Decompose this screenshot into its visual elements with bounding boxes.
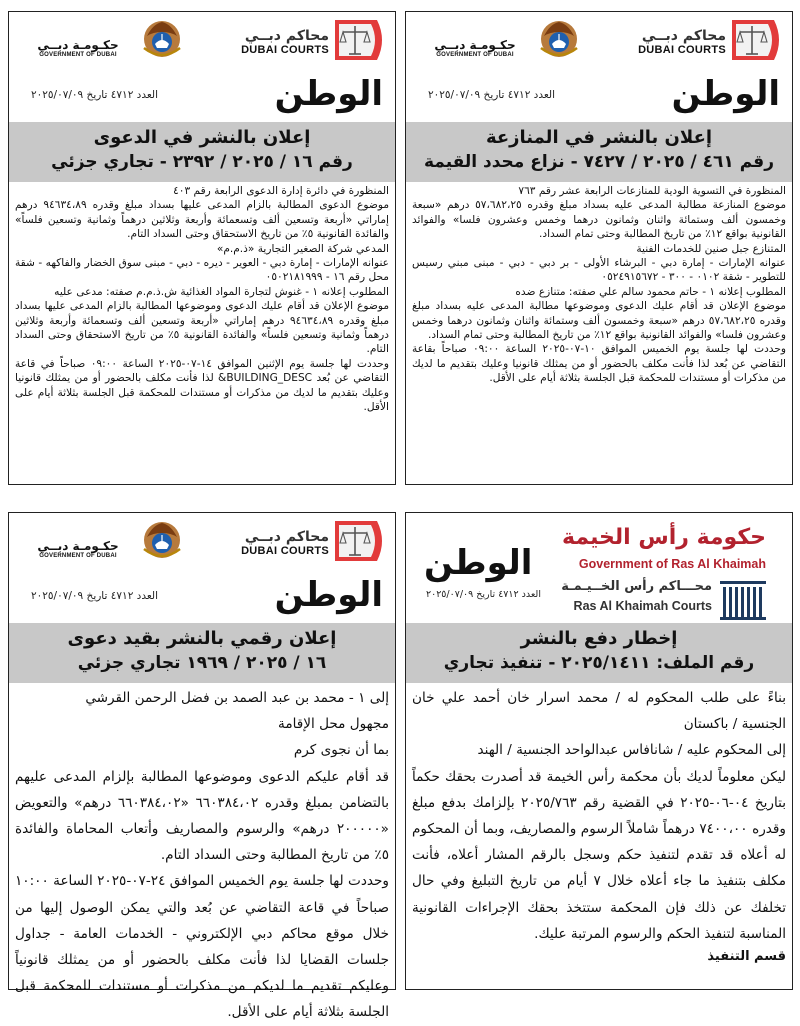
notice-panel-payment	[405, 512, 793, 990]
notice-body	[15, 685, 389, 1026]
dubai-emblem-icon	[141, 18, 183, 64]
notice-paragraph: عنوانه الإمارات - إمارة دبي - البرشاء الأولى - بر دبي - دبي - مبنى مبني رسيس للتطوير - شقة ٠١٠٢ - ٣٠٠ - ٠٥٢٤٩١٥٦٧٢	[412, 257, 786, 284]
government-of-dubai-logo	[23, 539, 133, 559]
gov-name-en: GOVERNMENT OF DUBAI	[39, 553, 117, 559]
notice-subtitle: رقم الملف: ٢٠٢٥/١٤١١ - تنفيذ تجاري	[443, 653, 755, 673]
newspaper-name: الوطن	[274, 575, 383, 615]
court-name-en: DUBAI COURTS	[241, 44, 329, 56]
notice-subtitle: ١٦ / ٢٠٢٥ / ١٩٦٩ تجاري جزئي	[77, 653, 327, 673]
notice-paragraph: المطلوب إعلانه ١ - غنوش لتجارة المواد الغذائية ش.ذ.م.م صفته: مدعى عليه	[54, 285, 389, 298]
signature-department: قسم التنفيذ	[707, 949, 786, 965]
court-name-ar: محاكم دبــي	[244, 28, 329, 44]
notice-paragraph: موضوع الإعلان قد أقام عليك الدعوى وموضوعها المطالبة بالزام المدعى عليها بسداد مبلغ وقدره ٩٤٦٣٤،٨٩ درهم إماراتي «أربعة وتسعين ألف وتسعمائة وأربعة وثلاثين درهماً وثمانية وتسعين فلساً» والفائدة القانونية ٥٪ من تاريخ الاستحقاق وحتى السداد التام.	[15, 300, 389, 356]
rak-courts-name-en: Ras Al Khaimah Courts	[573, 599, 712, 613]
court-name-en: DUBAI COURTS	[241, 545, 329, 557]
notice-paragraph: المنظورة في دائرة إدارة الدعوى الرابعة رقم ٤٠٣	[173, 185, 389, 197]
notice-subtitle: رقم ١٦ / ٢٠٢٥ / ٢٣٩٢ - تجاري جزئي	[51, 152, 353, 172]
notice-title-bar	[9, 623, 395, 683]
notice-paragraph: المدعي شركة الصغير التجارية «ذ.م.م»	[216, 242, 389, 255]
issue-number-date: العدد ٤٧١٢ تاريخ ٢٠٢٥/٠٧/٠٩	[428, 89, 556, 101]
notice-paragraph: المطلوب إعلانه ١ - حاتم محمود سالم علي صفته: متنازع ضده	[515, 285, 786, 298]
gov-name-en: GOVERNMENT OF DUBAI	[39, 52, 117, 58]
notice-paragraph: ليكن معلوماً لديك بأن محكمة رأس الخيمة قد أصدرت بحقك حكماً بتاريخ ٠٤-٠٦-٢٠٢٥ في القضية رقم ٢٠٢٥/٧٦٣ بإلزامك بدفع مبلغ وقدره ٧٤٠٠،٠٠ درهماً شاملاً الرسوم والمصاريف، وبما أن المحكوم له أعلاه قد تقدم لتنفيذ حكم وسجل بالرقم المشار أعلاه، فأنت مكلف بتنفيذ ما جاء أعلاه خلال ٧ أيام من تاريخ التبليغ وفي حال تخلفك عن ذلك فإن المحكمة ستتخذ بحقك الإجراءات القانونية المناسبة لتنفيذ الحكم والرسوم المرتبة عليك.	[412, 768, 787, 942]
notice-paragraph: موضوع الدعوى المطالبة بالزام المدعى عليها بسداد مبلغ وقدره ٩٤٦٣٤،٨٩ درهم إماراتي «أربعة وتسعين ألف وتسعمائة وأربعة وثلاثين درهماً وثمانية وتسعين فلساً» والفائدة القانونية ٥٪ من تاريخ الاستحقاق وحتى السداد التام.	[15, 199, 389, 241]
panel-header	[406, 12, 792, 122]
government-of-dubai-logo	[420, 38, 530, 58]
rak-courts-name-ar: محـــاكم رأس الخــيـمـة	[561, 579, 712, 594]
gov-name-ar: حكـومـة دبــي	[434, 38, 516, 52]
issue-number-date: العدد ٤٧١٢ تاريخ ٢٠٢٥/٠٧/٠٩	[426, 589, 541, 600]
court-name-ar: محاكم دبــي	[641, 28, 726, 44]
notice-title: إعلان رقمي بالنشر بقيد دعوى	[67, 628, 337, 649]
notice-paragraph: إلى ١ - محمد بن عبد الصمد بن فضل الرحمن القرشي	[85, 690, 389, 706]
notice-paragraph: عنوانه الإمارات - إمارة دبي - العوير - ديره - دبي - مبنى سوق الخضار والفاكهه - شقة محل رقم ١٦ - ٠٥٠٢١٨١٩٩٩	[15, 257, 389, 284]
notice-paragraph: وحددت لها جلسة يوم الإثنين الموافق ١٤-٠٧-٢٠٢٥ الساعة ٠٩:٠٠ صباحاً في قاعة التقاضي عن بُعد BUILDING_DESC& لذا فأنت مكلف بالحضور أو من يمثلك قانونيا وعليك بتقديم ما لديك من مذكرات أو مستندات للمحكمة قبل الجلسة بثلاثة أيام على الأقل.	[15, 357, 390, 414]
notice-title-bar	[406, 623, 792, 683]
panel-header	[9, 12, 395, 122]
notice-paragraph: وحددت لها جلسة يوم الخميس الموافق ١٠-٠٧-٢٠٢٥ الساعة ٠٩:٠٠ صباحاً بقاعة التقاضي عن بُعد لذا فأنت مكلف بالحضور أو من يمثلك قانونيا وعليك بتقديم ما لديك من مذكرات أو مستندات للمحكمة قبل الجلسة بثلاثة أيام على الأقل.	[412, 343, 787, 385]
notice-title-bar	[406, 122, 792, 182]
newspaper-name: الوطن	[424, 543, 533, 583]
dubai-courts-logo	[241, 529, 329, 557]
notice-paragraph: موضوع الإعلان قد أقام عليك الدعوى وموضوعها مطالبة المدعى عليه بسداد مبلغ وقدره ٥٧،٦٨٢،٢٥ درهم «سبعة وخمسون ألف وستمائة واثنان وثمانون درهما وخمس وعشرون فلسا» والفوائد القانونية بواقع ١٢٪ من تاريخ المطالبة وحتى تمام السداد.	[412, 300, 786, 342]
gov-name-ar: حكـومـة دبــي	[37, 38, 119, 52]
court-name-en: DUBAI COURTS	[638, 44, 726, 56]
notice-paragraph: بما أن نجوى كرم	[293, 742, 389, 759]
government-of-dubai-logo	[23, 38, 133, 58]
notice-title-bar	[9, 122, 395, 182]
notice-paragraph: مجهول محل الإقامة	[278, 716, 389, 733]
rak-government-name-ar: حكومة رأس الخيمة	[561, 525, 766, 550]
dubai-courts-scales-icon	[732, 20, 784, 62]
notice-paragraph: موضوع المنازعة مطالبة المدعى عليه بسداد مبلغ وقدره ٥٧،٦٨٢،٢٥ درهم «سبعة وخمسون ألف وستمائة واثنان وثمانون درهما وخمس وعشرون فلسا» والفوائد القانونية بواقع ١٢٪ من تاريخ المطالبة وحتى تمام السداد.	[412, 199, 786, 241]
notice-paragraph: إلى المحكوم عليه / شانافاس عبدالواحد الجنسية / الهند	[477, 742, 786, 759]
court-name-ar: محاكم دبــي	[244, 529, 329, 545]
newspaper-name: الوطن	[671, 74, 780, 114]
rak-government-name-en: Government of Ras Al Khaimah	[578, 557, 766, 571]
notice-panel-digital-lawsuit	[8, 512, 396, 1021]
notice-body	[412, 685, 786, 967]
gov-name-en: GOVERNMENT OF DUBAI	[436, 52, 514, 58]
panel-header	[9, 513, 395, 623]
notice-paragraph: المتنازع جبل صنين للخدمات الفنية	[636, 242, 786, 255]
notice-body	[15, 184, 389, 415]
notice-title: إخطار دفع بالنشر	[520, 628, 678, 649]
notice-paragraph: وحددت لها جلسة يوم الخميس الموافق ٢٤-٠٧-٢٠٢٥ الساعة ١٠:٠٠ صباحاً في قاعة التقاضي عن بُعد والتي يمكن الوصول إليها من خلال موقع محاكم دبي الإلكتروني - الخدمات العامة - جداول جلسات القضايا لذا فأنت مكلف بالحضور أو من يمثلك قانونياً وعليكم تقديم ما لديكم من مذكرات أو مستندات للمحكمة قبل الجلسة بثلاثة أيام على الأقل.	[15, 873, 390, 1021]
dubai-courts-logo	[638, 28, 726, 56]
newspaper-name: الوطن	[274, 74, 383, 114]
notice-paragraph: المنظورة في التسوية الودية للمنازعات الرابعة عشر رقم ٧٦٣	[518, 185, 786, 197]
notice-subtitle: رقم ٤٦١ / ٢٠٢٥ / ٧٤٢٧ - نزاع محدد القيمة	[424, 152, 774, 172]
notice-paragraph: بناءً على طلب المحكوم له / محمد اسرار خان أحمد علي خان الجنسية / باكستان	[412, 690, 786, 733]
notice-title: إعلان بالنشر في المنازعة	[485, 127, 713, 148]
gov-name-ar: حكـومـة دبــي	[37, 539, 119, 553]
dubai-emblem-icon	[538, 18, 580, 64]
issue-number-date: العدد ٤٧١٢ تاريخ ٢٠٢٥/٠٧/٠٩	[31, 590, 159, 602]
notice-paragraph: قد أقام عليكم الدعوى وموضوعها المطالبة بإلزام المدعى عليهم بالتضامن بمبلغ وقدره ٦٦٠٣٨٤،٠٢ «٦٦٠٣٨٤،٠٢ درهم» والتعويض «٢٠٠٠٠٠ درهم» والرسوم والمصاريف وأتعاب المحاماة والفائدة ٥٪ من تاريخ المطالبة وحتى السداد التام.	[15, 768, 390, 864]
issue-number-date: العدد ٤٧١٢ تاريخ ٢٠٢٥/٠٧/٠٩	[31, 89, 159, 101]
dubai-courts-logo	[241, 28, 329, 56]
notice-panel-lawsuit	[8, 11, 396, 485]
dubai-courts-scales-icon	[335, 521, 387, 563]
panel-header	[406, 513, 792, 623]
notice-title: إعلان بالنشر في الدعوى	[93, 127, 311, 148]
rak-courts-emblem-icon	[718, 575, 768, 621]
notice-body	[412, 184, 786, 386]
dubai-courts-scales-icon	[335, 20, 387, 62]
notice-panel-dispute	[405, 11, 793, 485]
dubai-emblem-icon	[141, 519, 183, 565]
